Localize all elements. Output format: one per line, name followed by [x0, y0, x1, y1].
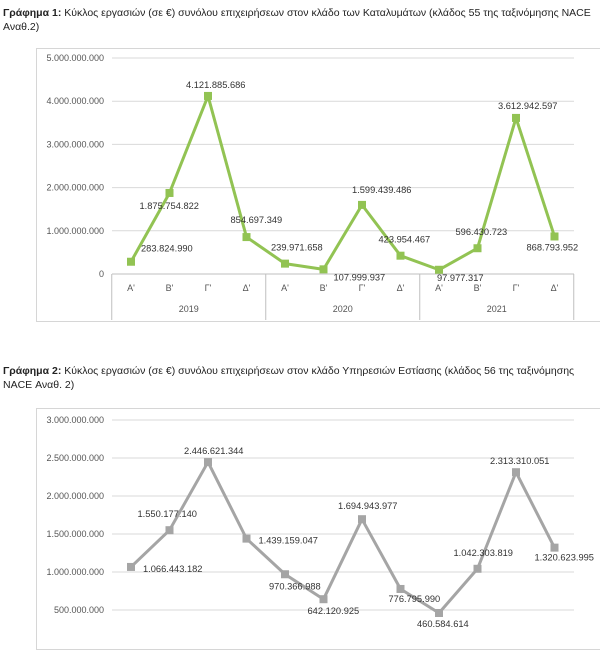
- chart2-data-label: 776.795.990: [388, 593, 441, 604]
- chart1-data-point: [243, 233, 251, 241]
- chart2-data-label: 1.694.943.977: [338, 501, 398, 512]
- chart1-series-line: [131, 96, 558, 270]
- chart1-data-label: 107.999.937: [333, 272, 386, 283]
- chart2-data-label: 1.550.177.140: [137, 509, 197, 520]
- chart1-ytick-label: 3.000.000.000: [46, 139, 104, 150]
- chart1-caption-text: Κύκλος εργασιών (σε €) συνόλου επιχειρήσεων στον κλάδο των Καταλυμάτων (κλάδος 55 της ταξινόμησης NACE: [61, 7, 591, 19]
- chart1-data-label: 3.612.942.597: [498, 100, 558, 111]
- chart1-group-label: 2020: [332, 304, 353, 314]
- chart1-data-point: [320, 265, 328, 273]
- chart2-data-label: 1.320.623.995: [534, 552, 594, 563]
- chart1-group-label: 2019: [178, 304, 199, 314]
- chart1-data-point: [281, 260, 289, 268]
- chart2-ytick-label: 500.000.000: [53, 605, 104, 615]
- chart2-data-label: 460.584.614: [417, 618, 469, 629]
- chart2-data-point: [320, 595, 328, 603]
- chart1-data-label: 596.430.723: [455, 227, 508, 238]
- chart2-data-point: [474, 565, 482, 573]
- chart2-ytick-label: 1.000.000.000: [46, 567, 104, 577]
- chart1-x-tick-label: Β': [319, 283, 328, 293]
- chart2-data-point: [243, 535, 251, 543]
- chart2-data-label: 2.313.310.051: [490, 456, 550, 467]
- chart2-ytick-label: 3.000.000.000: [46, 415, 104, 425]
- chart1-x-tick-label: Α': [435, 283, 443, 293]
- chart1-ytick-label: 2.000.000.000: [46, 182, 104, 193]
- chart2-caption-text-2: NACE Αναθ. 2): [3, 379, 75, 391]
- chart2-ytick-label: 2.000.000.000: [46, 491, 104, 501]
- chart2-ytick-label: 1.500.000.000: [46, 529, 104, 539]
- chart1-data-label: 854.697.349: [230, 215, 283, 226]
- chart2-data-point: [397, 585, 405, 593]
- chart1-data-point: [474, 244, 482, 252]
- chart1-x-tick-label: Α': [281, 283, 289, 293]
- chart2-caption-bold: Γράφημα 2:: [3, 365, 62, 377]
- chart2-data-point: [435, 609, 443, 617]
- chart1-data-point: [551, 232, 559, 240]
- chart1-data-point: [358, 201, 366, 209]
- chart2-ytick-label: 2.500.000.000: [46, 453, 104, 463]
- chart2-data-label: 1.439.159.047: [258, 535, 318, 546]
- chart1-data-label: 1.599.439.486: [352, 184, 412, 195]
- chart1-data-label: 423.954.467: [378, 234, 431, 245]
- chart2-caption-text: Κύκλος εργασιών (σε €) συνόλου επιχειρήσεων στον κλάδο Υπηρεσιών Εστίασης (κλάδος 56 της ταξινόμησης: [61, 365, 575, 377]
- chart2-data-label: 642.120.925: [307, 606, 360, 617]
- chart1-data-label: 1.875.754.822: [139, 200, 199, 211]
- chart2-data-label: 1.066.443.182: [143, 563, 203, 574]
- chart1-data-label: 283.824.990: [141, 243, 193, 254]
- chart2-data-point: [127, 563, 135, 571]
- chart2-data-point: [281, 570, 289, 578]
- chart1-x-tick-label: Γ': [358, 283, 366, 293]
- chart1-x-tick-label: Γ': [204, 283, 212, 293]
- chart1-data-point: [204, 92, 212, 100]
- chart1-x-tick-label: Β': [473, 283, 482, 293]
- chart1-x-tick-label: Δ': [242, 283, 251, 293]
- chart2-series-line: [131, 462, 555, 613]
- chart1-data-point: [397, 252, 405, 260]
- chart1-ytick-label: 5.000.000.000: [46, 53, 104, 63]
- chart1-ytick-label: 0: [98, 269, 104, 279]
- chart2-data-point: [358, 515, 366, 523]
- chart2-data-label: 2.446.621.344: [184, 446, 244, 457]
- chart1-x-tick-label: Δ': [396, 283, 405, 293]
- chart1-data-label: 97.977.317: [437, 272, 484, 283]
- chart1-data-point: [127, 258, 135, 266]
- chart1-group-label: 2021: [486, 304, 507, 314]
- chart1-data-point: [512, 114, 520, 122]
- chart2-data-label: 970.366.988: [269, 581, 321, 592]
- chart2-data-point: [204, 458, 212, 466]
- chart1-x-tick-label: Δ': [550, 283, 559, 293]
- chart1-group: [46, 53, 578, 320]
- chart2-data-point: [512, 468, 520, 476]
- chart1-data-point: [166, 189, 174, 197]
- chart1-ytick-label: 1.000.000.000: [46, 225, 104, 236]
- chart1-x-tick-label: Γ': [512, 283, 520, 293]
- chart1-x-tick-label: Α': [127, 283, 135, 293]
- chart2-group: [46, 415, 594, 629]
- chart1-caption-text-2: Αναθ.2): [3, 21, 40, 33]
- chart1-x-tick-label: Β': [165, 283, 174, 293]
- chart1-ytick-label: 4.000.000.000: [46, 96, 104, 107]
- chart2-data-point: [166, 526, 174, 534]
- chart2-data-label: 1.042.303.819: [453, 547, 513, 558]
- chart1-data-label: 4.121.885.686: [186, 79, 246, 90]
- chart1-caption-bold: Γράφημα 1:: [3, 7, 62, 19]
- chart1-data-label: 239.971.658: [271, 242, 323, 253]
- chart1-data-label: 868.793.952: [526, 242, 579, 253]
- chart2-data-point: [551, 544, 559, 552]
